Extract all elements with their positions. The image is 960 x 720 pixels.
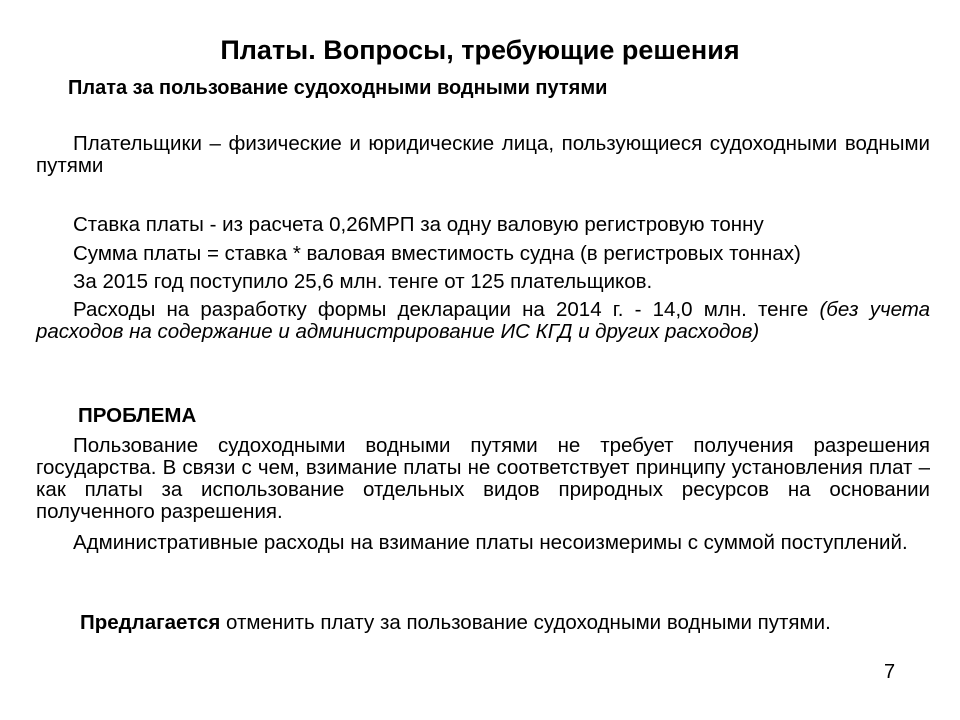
costs-paragraph [36,299,930,343]
costs-note: (без учета расходов на содержание и администрирование ИС КГД и других расходов) [36,298,930,343]
costs-text: Расходы на разработку формы декларации на 2014 г. - 14,0 млн. тенге [73,298,820,321]
page-number: 7 [884,661,896,683]
sum-paragraph: Сумма платы = ставка * валовая вместимость судна (в регистровых тоннах) [73,242,801,265]
problem-paragraph-2: Административные расходы на взимание платы несоизмеримы с суммой поступлений. [73,531,908,554]
slide-title: Платы. Вопросы, требующие решения [220,35,740,65]
problem-paragraph-1: Пользование судоходными водными путями не требует получения разрешения государства. В связи с чем, взимание платы не соответствует принципу установления плат – как платы за использование отдельных видов природных ресурсов на основании полученного разрешения. [36,434,930,523]
receipts-paragraph: За 2015 год поступило 25,6 млн. тенге от 125 плательщиков. [73,270,653,293]
payers-paragraph: Плательщики – физические и юридические лица, пользующиеся судоходными водными путями [36,132,930,177]
slide-subtitle: Плата за пользование судоходными водными путями [68,77,608,99]
proposal-lead: Предлагается [80,611,221,634]
proposal-text: отменить плату за пользование судоходными водными путями. [220,611,831,634]
problem-heading: ПРОБЛЕМА [78,404,197,427]
rate-paragraph: Ставка платы - из расчета 0,26МРП за одну валовую регистровую тонну [73,213,764,236]
proposal-paragraph [36,612,930,634]
